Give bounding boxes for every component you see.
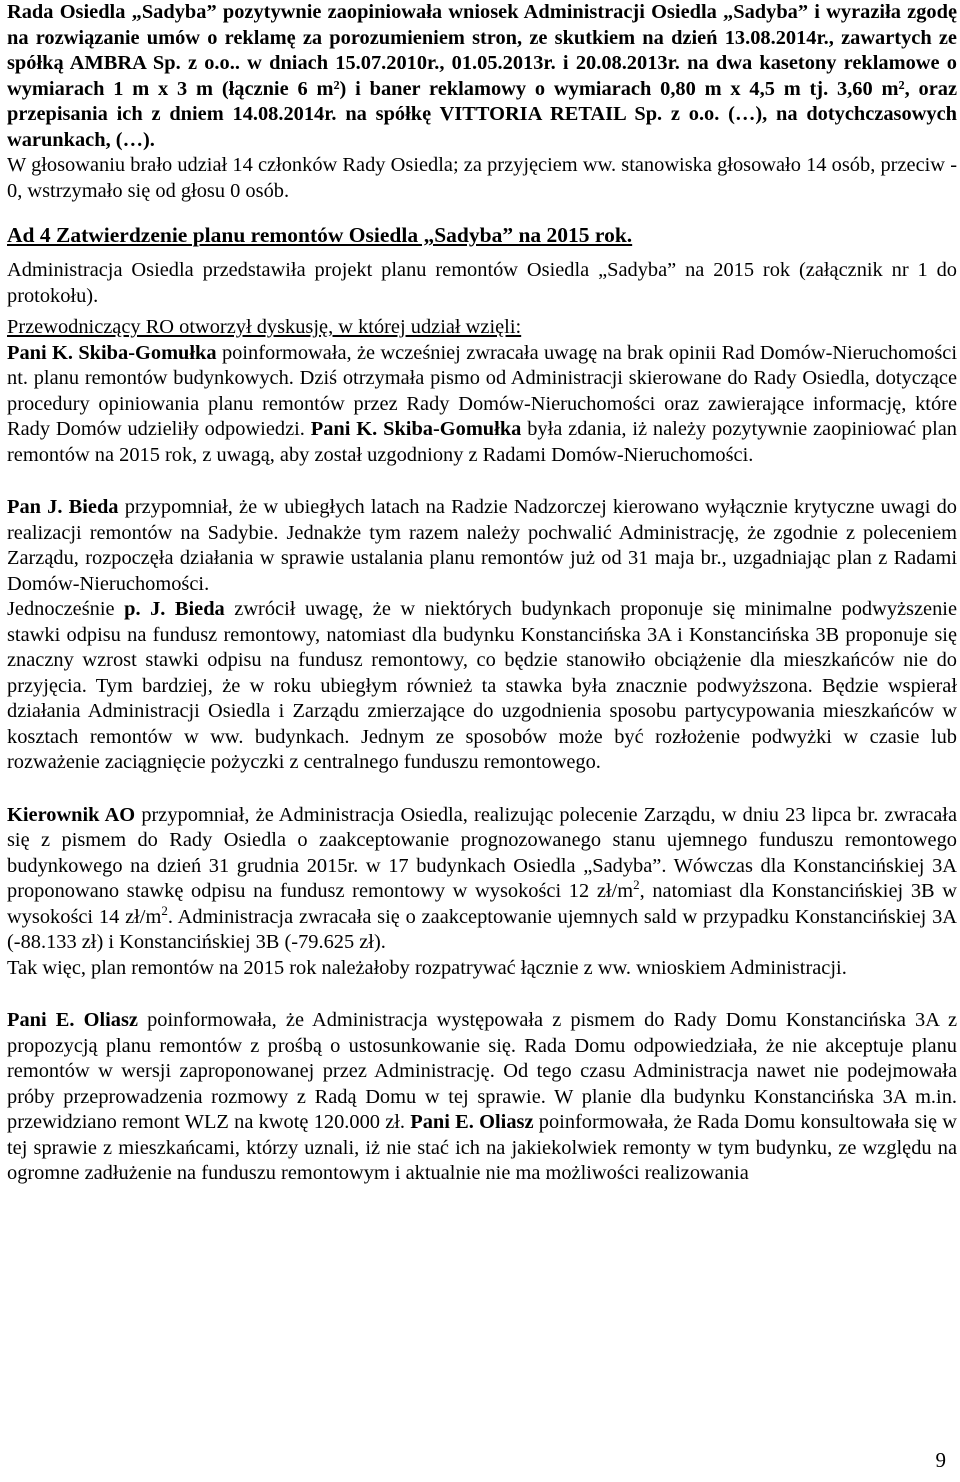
speaker-name: p. J. Bieda bbox=[124, 598, 225, 620]
section-heading-ad4: Ad 4 Zatwierdzenie planu remontów Osiedla „Sadyba” na 2015 rok. bbox=[7, 223, 633, 247]
oliasz-paragraph bbox=[7, 1008, 957, 1187]
speech-lead: Jednocześnie bbox=[7, 598, 125, 620]
speaker-name: Pani K. Skiba-Gomułka bbox=[310, 418, 522, 440]
speaker-name: Pani K. Skiba-Gomułka bbox=[7, 341, 217, 364]
speaker-name: Pani E. Oliasz bbox=[410, 1111, 534, 1133]
speech-text: poinformowała, że Rada Domu konsultowała się w tej sprawie z mieszkańcami, którzy uznali, iż nie stać ich na jakiekolwiek remonty w tym budynku, ze względu na ogromne zadłużenie na funduszu remontowym i aktualnie nie ma możliwości realizowania bbox=[7, 1111, 958, 1184]
page-number: 9 bbox=[935, 1448, 946, 1472]
speaker-name: Pani E. Oliasz bbox=[7, 1009, 138, 1031]
speech-text: była zdania, iż należy pozytywnie zaopiniować plan remontów na 2015 rok, z uwagą, aby został uzgodniony z Radami Domów-Nieruchomości. bbox=[7, 418, 957, 466]
ao-paragraph bbox=[7, 803, 957, 956]
speech-text: , natomiast dla Konstancińskiej 3B w wysokości 14 zł/m bbox=[7, 880, 958, 928]
speaker-name: Pan J. Bieda bbox=[7, 496, 119, 518]
admin-plan-text: Administracja Osiedla przedstawiła projekt planu remontów Osiedla „Sadyba” na 2015 rok (załącznik nr 1 do protokołu). bbox=[7, 259, 957, 307]
resolution-text: Rada Osiedla „Sadyba” pozytywnie zaopiniowała wniosek Administracji Osiedla „Sadyba” i wyraziła zgodę na rozwiązanie umów o reklamę za porozumieniem stron, ze skutkiem na dzień 13.08.2014r., zawartych ze spółką AMBRA Sp. z o.o.. w dniach 15.07.2010r., 01.05.2013r. i 20.08.2013r. na dwa kasetony reklamowe o wymiarach 1 m x 3 m (łącznie 6 m²) i baner reklamowy o wymiarach 0,80 m x 4,5 m tj. 3,60 m², oraz przepisania ich z dniem 14.08.2014r. na spółkę VITTORIA RETAIL Sp. z o.o. (…), na dotychczasowych warunkach, (…). bbox=[7, 1, 957, 151]
bieda-paragraph bbox=[7, 495, 957, 597]
discussion-intro-text: Przewodniczący RO otworzył dyskusję, w której udział wzięli: bbox=[7, 316, 522, 338]
discussion-intro bbox=[7, 315, 957, 341]
document-page bbox=[7, 0, 957, 1187]
speech-text: zwrócił uwagę, że w niektórych budynkach proponuje się minimalne podwyższenie stawki odpisu na fundusz remontowy, natomiast dla budynku Konstancińska 3A i Konstancińska 3B proponuje się znaczny wzrost stawki odpisu na fundusz remontowy, co będzie stanowiło obciążenie dla mieszkańców nie do przyjęcia. Tym bardziej, że w roku ubiegłym również ta stawka była znacznie podwyższona. Będzie wspierał działania Administracji Osiedla i Zarządu zmierzające do uzgodnienia sposobu partycypowania mieszkańców w kosztach remontów w ww. budynkach. Jednym ze sposobów może być rozłożenie podwyżki w czasie lub rozważenie zaciągnięcie pożyczki z centralnego funduszu remontowego. bbox=[7, 598, 958, 773]
bieda-second-paragraph bbox=[7, 597, 957, 776]
speech-text: przypomniał, że w ubiegłych latach na Radzie Nadzorczej kierowano wyłącznie krytyczne uwagi do realizacji remontów na Sadybie. Jednakże tym razem należy pochwalić Administrację, że zgodnie z poleceniem Zarządu, rozpoczęła działania w sprawie ustalania planu remontów już od 31 maja br., uzgadniając plan z Radami Domów-Nieruchomości. bbox=[7, 496, 957, 595]
admin-plan-paragraph bbox=[7, 258, 957, 309]
vote-paragraph bbox=[7, 153, 957, 204]
speech-text: poinformowała, że Administracja występowała z pismem do Rady Domu Konstancińska 3A z propozycją planu remontów z prośbą o ustosunkowanie się. Rada Domu odpowiedziała, że nie akceptuje planu remontów w wersji zaproponowanej przez Administrację. Od tego czasu Administracja nawet nie podejmowała próby przeprowadzenia rozmowy z Radą Domu w tej sprawie. W planie dla budynku Konstancińska 3A m.in. przewidziano remont WLZ na kwotę 120.000 zł. bbox=[7, 1009, 958, 1133]
blank-line bbox=[7, 776, 957, 803]
speech-text: Tak więc, plan remontów na 2015 rok należałoby rozpatrywać łącznie z ww. wnioskiem Administracji. bbox=[7, 956, 847, 979]
blank-line bbox=[7, 468, 957, 495]
superscript: 2 bbox=[161, 902, 168, 918]
speech-text: . Administracja zwracała się o zaakceptowanie ujemnych sald w przypadku Konstancińskiej 3A (-88.133 zł) i Konstancińskiej 3B (-79.625 zł). bbox=[7, 905, 958, 953]
ao-conclusion-paragraph bbox=[7, 956, 957, 982]
speech-text: przypomniał, że Administracja Osiedla, realizując polecenie Zarządu, w dniu 23 lipca br. zwracała się z pismem do Rady Osiedla o zaakceptowanie prognozowanego stanu ujemnego funduszu remontowego budynkowego na dzień 31 grudnia 2015r. w 17 budynkach Osiedla „Sadyba”. Wówczas dla Konstancińskiej 3A proponowano stawkę odpisu na fundusz remontowy w wysokości 12 zł/m bbox=[7, 803, 957, 902]
speaker-name: Kierownik AO bbox=[7, 803, 136, 826]
skiba-paragraph bbox=[7, 341, 957, 469]
speech-text: poinformowała, że wcześniej zwracała uwagę na brak opinii Rad Domów-Nieruchomości nt. planu remontów budynkowych. Dziś otrzymała pismo od Administracji skierowane do Rady Osiedla, dotyczące procedury opiniowania planu remontów przez Rady Domów-Nieruchomości oraz zawierające informację, które Rady Domów udzieliły odpowiedzi. bbox=[7, 341, 957, 440]
superscript: 2 bbox=[633, 877, 640, 893]
vote-text: W głosowaniu brało udział 14 członków Rady Osiedla; za przyjęciem ww. stanowiska głosowało 14 osób, przeciw - 0, wstrzymało się od głosu 0 osób. bbox=[7, 154, 957, 202]
blank-line bbox=[7, 981, 957, 1008]
resolution-paragraph bbox=[7, 0, 957, 153]
